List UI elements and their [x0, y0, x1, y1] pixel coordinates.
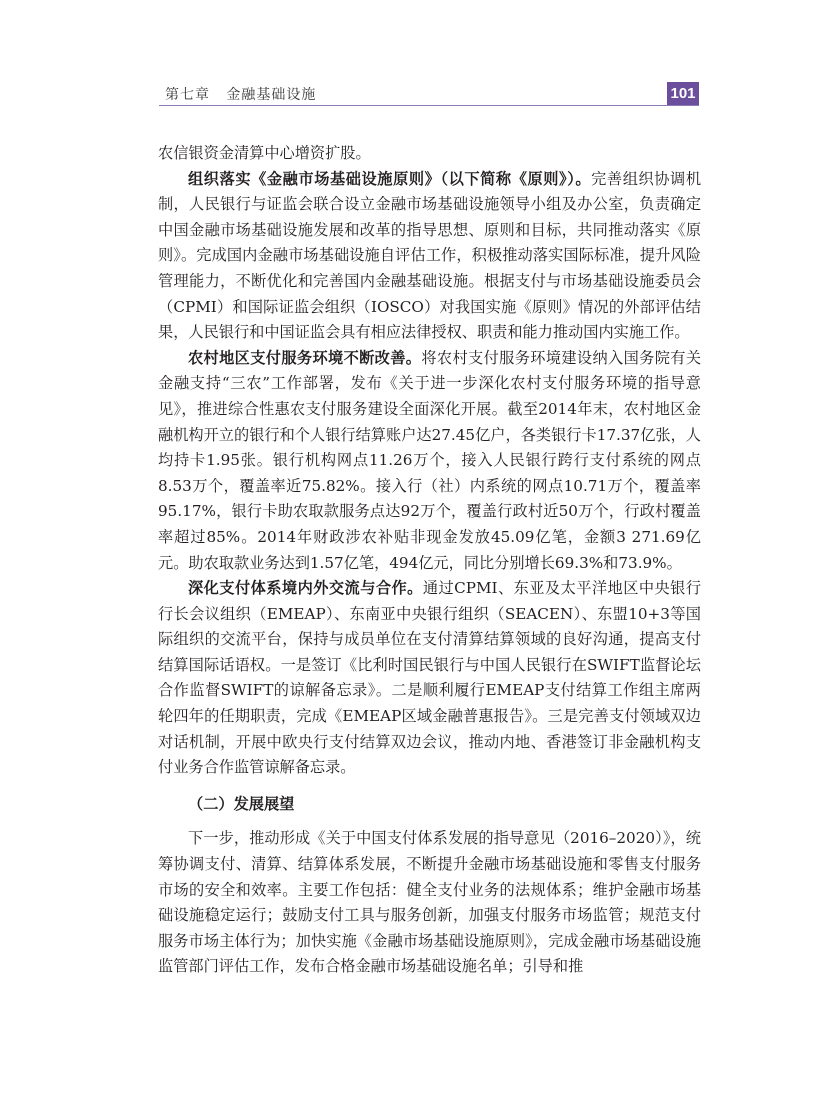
- paragraph-international-cooperation: [158, 576, 701, 781]
- chapter-name: 金融基础设施: [226, 87, 317, 103]
- paragraph-lead: 农村地区支付服务环境不断改善。: [188, 348, 422, 367]
- chapter-title: [165, 84, 316, 104]
- paragraph-outlook: [158, 826, 701, 980]
- paragraph-lead: 深化支付体系境内外交流与合作。: [188, 579, 423, 598]
- paragraph-text: 农信银资金清算中心增资扩股。: [158, 144, 371, 162]
- section-heading: （二）发展展望: [188, 794, 295, 813]
- page-body: [158, 141, 701, 980]
- paragraph-principles: [158, 167, 701, 346]
- header-rule: [159, 105, 699, 106]
- paragraph-lead: 组织落实《金融市场基础设施原则》（以下简称《原则》）。: [188, 169, 592, 188]
- chapter-number: 第七章: [165, 87, 210, 103]
- paragraph-rural-payment: [158, 346, 701, 576]
- paragraph-text: 将农村支付服务环境建设纳入国务院有关金融支持“三农”工作部署，发布《关于进一步深化农村支付服务环境的指导意见》，推进综合性惠农支付服务建设全面深化开展。截至2014年末，农村地区金融机构开立的银行和个人银行结算账户达27.45亿户，各类银行卡17.37亿张，人均持卡1.95张。银行机构网点11.26万个，接入人民银行跨行支付系统的网点8.53万个，覆盖率近75.82%。接入行（社）内系统的网点10.71万个，覆盖率95.17%，银行卡助农取款服务点达92万个，覆盖行政村近50万个，行政村覆盖率超过85%。2014年财政涉农补贴非现金发放45.09亿笔，金额3 271.69亿元。助农取款业务达到1.57亿笔，494亿元，同比分别增长69.3%和73.9%。: [158, 348, 702, 572]
- paragraph-text: 通过CPMI、东亚及太平洋地区中央银行行长会议组织（EMEAP）、东南亚中央银行组织（SEACEN）、东盟10+3等国际组织的交流平台，保持与成员单位在支付清算结算领域的良好沟通，提高支付结算国际话语权。一是签订《比利时国民银行与中国人民银行在SWIFT监督论坛合作监督SWIFT的谅解备忘录》。二是顺利履行EMEAP支付结算工作组主席两轮四年的任期职责，完成《EMEAP区域金融普惠报告》。三是完善支付领域双边对话机制，开展中欧央行支付结算双边会议，推动内地、香港签订非金融机构支付业务合作监管谅解备忘录。: [158, 579, 702, 777]
- paragraph-text: 下一步，推动形成《关于中国支付体系发展的指导意见（2016–2020）》，统筹协调支付、清算、结算体系发展，不断提升金融市场基础设施和零售支付服务市场的安全和效率。主要工作包括：健全支付业务的法规体系；维护金融市场基础设施稳定运行；鼓励支付工具与服务创新，加强支付服务市场监管；规范支付服务市场主体行为；加快实施《金融市场基础设施原则》，完成金融市场基础设施监管部门评估工作，发布合格金融市场基础设施名单；引导和推: [158, 829, 701, 976]
- page-number: 101: [667, 82, 699, 106]
- paragraph-continuation: [158, 141, 701, 167]
- running-header: [159, 82, 699, 106]
- paragraph-text: 完善组织协调机制，人民银行与证监会联合设立金融市场基础设施领导小组及办公室，负责确定中国金融市场基础设施发展和改革的指导思想、原则和目标，共同推动落实《原则》。完成国内金融市场基础设施自评估工作，积极推动落实国际标准，提升风险管理能力，不断优化和完善国内金融基础设施。根据支付与市场基础设施委员会（CPMI）和国际证监会组织（IOSCO）对我国实施《原则》情况的外部评估结果，人民银行和中国证监会具有相应法律授权、职责和能力推动国内实施工作。: [158, 169, 702, 342]
